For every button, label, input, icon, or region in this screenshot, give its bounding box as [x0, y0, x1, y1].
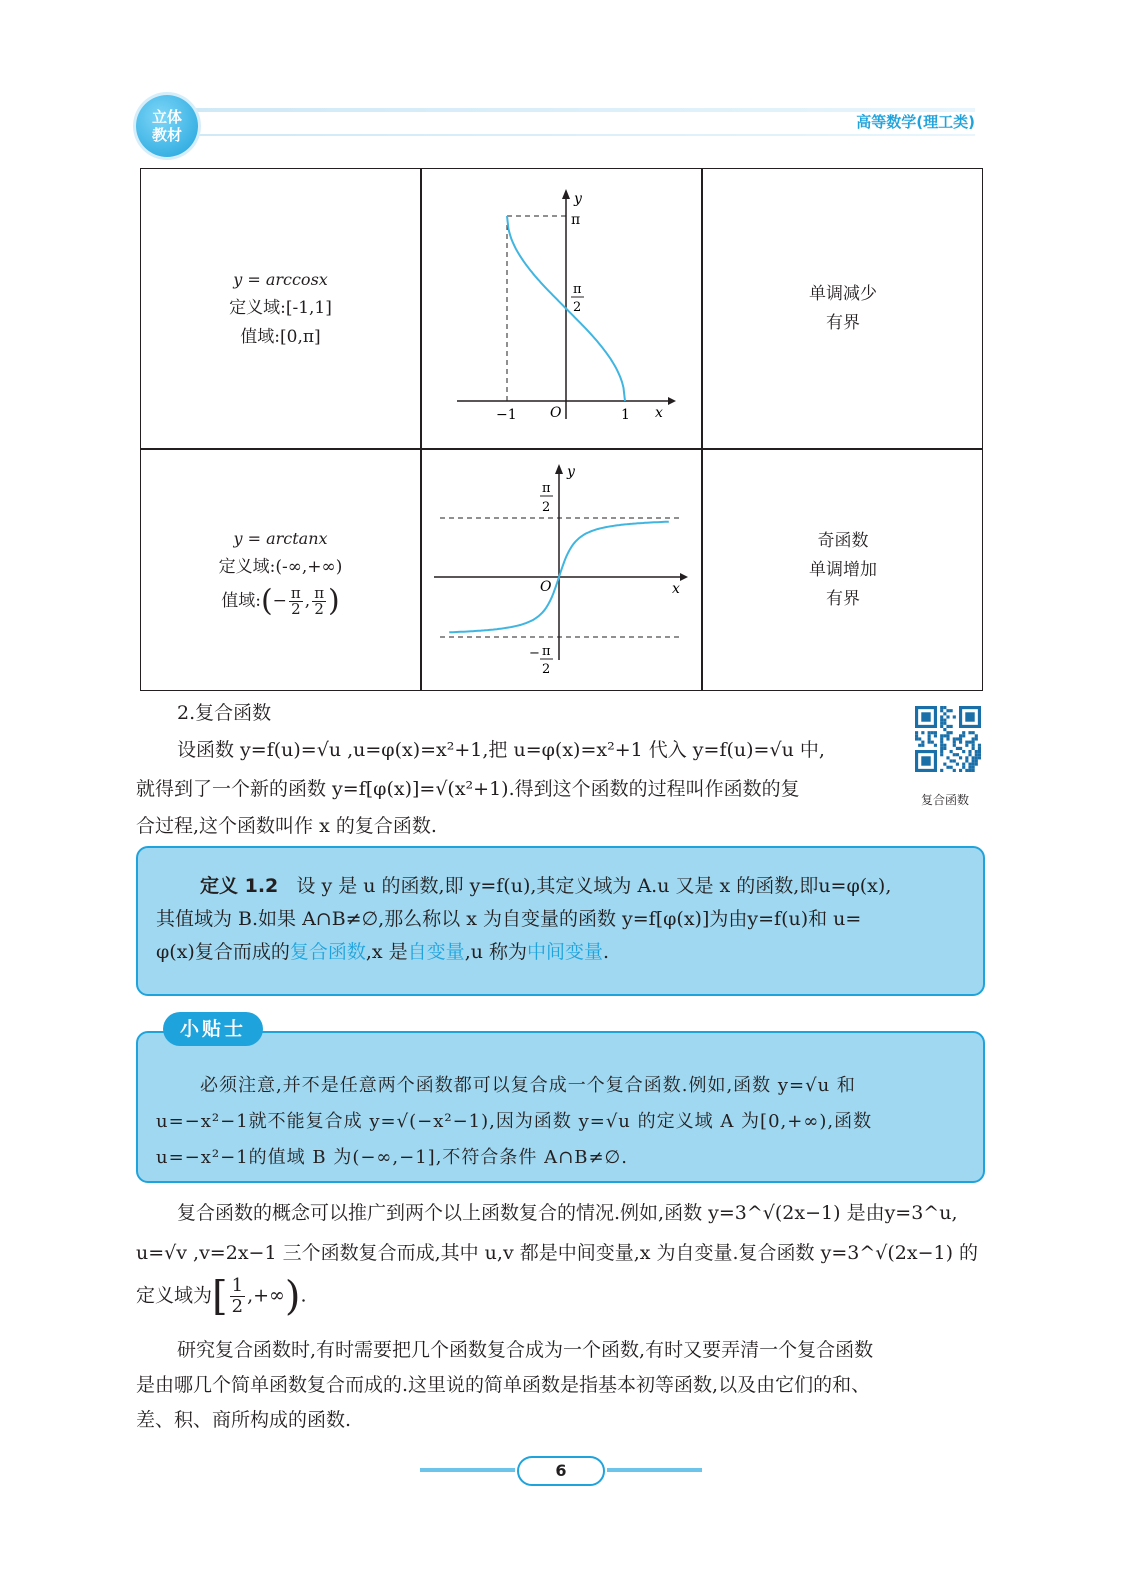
header-rule-lower [185, 134, 975, 136]
qr-caption: 复合函数 [921, 793, 970, 807]
page-deco-right [607, 1468, 702, 1472]
x-label: x [655, 405, 663, 421]
y-label: y [567, 464, 575, 480]
neg-pi-half-den: 2 [542, 662, 551, 677]
arctan-range: 值域:(− $\frac{\pi}{2}$ , $\frac{\pi}{2}$ ) [221, 583, 340, 618]
arctan-properties-cell [703, 450, 983, 690]
neg-pi-half-num: π [542, 644, 551, 659]
origin-label: O [550, 405, 562, 421]
y-label: y [574, 191, 582, 207]
series-badge [136, 95, 198, 157]
research-line1: 研究复合函数时,有时需要把几个函数复合成为一个函数,有时又要弄清一个复合函数 [177, 1339, 874, 1361]
term-composite-function: 复合函数 [289, 941, 366, 963]
arctan-monotonic: 单调增加 [809, 559, 877, 580]
arctan-odd: 奇函数 [817, 530, 869, 551]
arctan-definition-cell [141, 450, 420, 690]
arccos-domain: 定义域:[-1,1] [229, 298, 332, 318]
arctan-bounded: 有界 [826, 588, 860, 609]
term-independent-variable: 自变量 [407, 941, 465, 963]
origin-label: O [540, 579, 552, 595]
arccos-definition-cell [141, 169, 420, 448]
extension-line1: 复合函数的概念可以推广到两个以上函数复合的情况.例如,函数 y=3^√(2x−1) 是由y=3^u, [177, 1202, 958, 1224]
neg-pi-half: $\frac{\pi}{2}$ [290, 583, 301, 618]
definition-line3: φ(x)复合而成的复合函数,x 是自变量,u 称为中间变量. [156, 941, 610, 963]
x-axis-arrow [680, 573, 688, 581]
arctan-function: y = arctanx [233, 528, 328, 548]
x-axis-arrow [668, 397, 676, 405]
pi-half-num: π [542, 481, 551, 496]
composite-intro-line3: 合过程,这个函数叫作 x 的复合函数. [136, 815, 437, 837]
arccos-range: 值域:[0,π] [240, 327, 321, 347]
definition-line1: 定义 1.2 设 y 是 u 的函数,即 y=f(u),其定义域为 A.u 又是 x 的函数,即u=φ(x), [200, 875, 892, 897]
tips-line2: u=−x²−1就不能复合成 y=√(−x²−1),因为函数 y=√u 的定义域 A 为[0,+∞),函数 [156, 1111, 873, 1132]
badge-line2: 教材 [151, 126, 182, 144]
arccos-monotonic: 单调减少 [809, 283, 877, 304]
term-intermediate-variable: 中间变量 [527, 941, 604, 963]
function-table [140, 168, 983, 691]
pi-half-num: π [573, 282, 582, 297]
one-label: 1 [621, 407, 630, 423]
extension-line2: u=√v ,v=2x−1 三个函数复合而成,其中 u,v 都是中间变量,x 为自变量.复合函数 y=3^√(2x−1) 的 [136, 1242, 979, 1264]
book-title: 高等数学(理工类) [856, 113, 975, 131]
page-deco-left [420, 1468, 515, 1472]
definition-text [156, 870, 968, 969]
tips-badge: 小贴士 [163, 1012, 263, 1046]
section-heading: 2.复合函数 [177, 702, 272, 724]
x-label: x [672, 581, 680, 597]
pi-half: $\frac{\pi}{2}$ [314, 583, 325, 618]
research-line3: 差、积、商所构成的函数. [136, 1409, 352, 1431]
neg-sign: − [529, 646, 540, 661]
extension-line3: 定义域为[ $\frac{1}{2}$ ,+∞). [136, 1273, 307, 1320]
arccos-properties-cell [703, 169, 983, 448]
definition-line2: 其值域为 B.如果 A∩B≠∅,那么称以 x 为自变量的函数 y=f[φ(x)]为由y=f(u)和 u= [156, 908, 862, 930]
pi-label: π [571, 212, 581, 228]
composite-intro-line2: 就得到了一个新的函数 y=f[φ(x)]=√(x²+1).得到这个函数的过程叫作函数的复 [136, 778, 800, 800]
page-number: 6 [517, 1456, 605, 1486]
badge-line1: 立体 [151, 108, 182, 126]
y-axis-arrow [562, 189, 570, 199]
arccos-function: y = arccosx [233, 270, 328, 289]
y-axis-arrow [555, 464, 563, 474]
tips-line1: 必须注意,并不是任意两个函数都可以复合成一个复合函数.例如,函数 y=√u 和 [200, 1075, 856, 1096]
arccos-bounded: 有界 [826, 312, 860, 333]
domain-fraction: $\frac{1}{2}$ [231, 1275, 244, 1317]
neg1-label: −1 [496, 407, 517, 423]
definition-label: 定义 1.2 [200, 875, 279, 897]
pi-half-den: 2 [573, 300, 582, 315]
pi-half-den: 2 [542, 500, 551, 515]
arccos-graph [422, 169, 701, 448]
tips-text [156, 1068, 968, 1176]
arctan-range-prefix: 值域: [221, 590, 261, 611]
arctan-graph-cell [422, 450, 701, 690]
qr-code-icon[interactable] [915, 706, 981, 772]
research-line2: 是由哪几个简单函数复合而成的.这里说的简单函数是指基本初等函数,以及由它们的和、 [136, 1374, 871, 1396]
arccos-graph-cell [422, 169, 701, 448]
composite-intro-line1: 设函数 y=f(u)=√u ,u=φ(x)=x²+1,把 u=φ(x)=x²+1 代入 y=f(u)=√u 中, [177, 739, 825, 761]
arctan-graph [422, 450, 701, 690]
tips-line3: u=−x²−1的值域 B 为(−∞,−1],不符合条件 A∩B≠∅. [156, 1147, 628, 1168]
arctan-domain: 定义域:(-∞,+∞) [218, 556, 343, 577]
